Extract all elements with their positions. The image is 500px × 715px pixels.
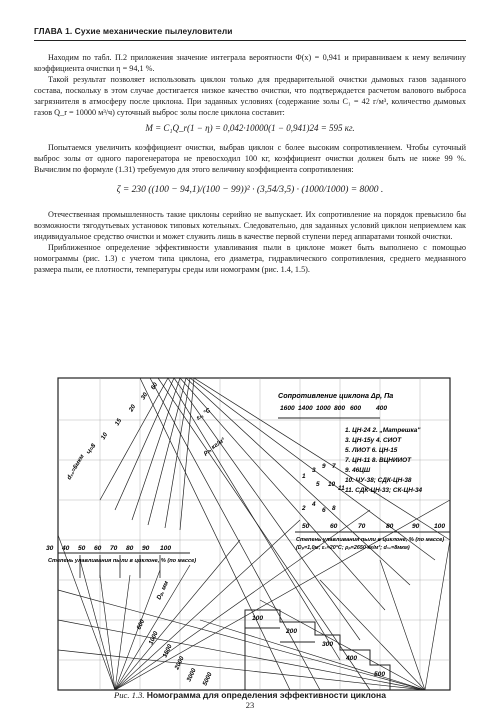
top-scale-1000: 1000	[316, 405, 331, 412]
legend-line-2: 3. ЦН-15у 4. СИОТ	[345, 437, 402, 444]
formula-resistance: ζ = 230 ((100 − 94,1)/(100 − 99))² · (3,54/3,5) · (1000/1000) = 8000 .	[116, 185, 384, 195]
diag-label-3000: 3000	[185, 667, 198, 683]
left-scale-label: Степень улавливания пыли в циклоне, % (по массе)	[48, 558, 197, 564]
legend-line-5: 9. 46ЦШ	[345, 467, 371, 474]
right-scale-80: 80	[386, 523, 394, 530]
paragraph-2: Такой результат позволяет использовать циклон только для предварительной очистки дымовых газов заданного состава, поскольку в этом случае достигается низкое качество очистки, что подтверждается расчетом валового выброса загрязнителя в атмосферу после циклона. При заданных условиях (содержание золы C₁ = 42 г/м³, количество дымовых газов Q_r = 10000 м³/ч) суточный выброс золы после циклона составит:	[34, 75, 466, 117]
legend-line-3: 5. ЛИОТ 6. ЦН-15	[345, 447, 398, 454]
top-scale-400: 400	[376, 405, 388, 412]
caption-text: Номограмма для определения эффективности циклона	[146, 690, 386, 700]
header-title: ГЛАВА 1. Сухие механические пылеуловители	[34, 26, 233, 36]
left-scale-90: 90	[142, 545, 150, 552]
legend-line-1: 1. ЦН-24 2. „Матрешка"	[345, 427, 421, 434]
diag-label-20: 20	[127, 403, 138, 413]
diag-label-temperature: εₓ, °C	[195, 406, 213, 422]
step-label-100: 100	[252, 615, 264, 622]
left-scale-40: 40	[62, 545, 70, 552]
right-scale-conditions: (Dₚ=1,0м; ε₀=20°C; ρₚ=2650 кг/м³; d₅₀=8мкм)	[296, 545, 410, 551]
diag-label-1500: 1500	[161, 643, 174, 659]
point-3: 3	[312, 467, 316, 474]
diag-label-5000: 5000	[201, 671, 214, 687]
diag-label-30: 30	[139, 391, 150, 401]
left-scale-30: 30	[46, 545, 54, 552]
left-scale-50: 50	[78, 545, 86, 552]
point-10: 10	[328, 481, 336, 488]
point-8: 8	[332, 505, 336, 512]
diag-label-diameter: Dₚ, мм	[155, 580, 171, 601]
diag-label-1000: 1000	[147, 630, 160, 646]
diag-label-600: 600	[135, 618, 147, 631]
point-11: 11	[338, 485, 345, 492]
caption-label: Рис. 1.3.	[113, 690, 145, 700]
page-number: 23	[245, 700, 255, 710]
step-label-300: 300	[322, 641, 334, 648]
point-6: 6	[322, 507, 326, 514]
paragraph-4: Отечественная промышленность такие циклоны серийно не выпускает. Их сопротивление на порядок превысило бы возможности тягодутьевых установок типовых котельных. Следовательно, для заданных условий циклон неприемлем как индивидуальное средство очистки и может служить лишь в качестве первой ступени перед аппаратами тонкой очистки.	[34, 210, 466, 241]
body-text	[34, 52, 466, 275]
step-label-400: 400	[346, 655, 358, 662]
legend-line-6: 10. ЧУ-38; СДК-ЦН-38	[345, 477, 412, 484]
running-header	[34, 26, 466, 41]
point-1: 1	[302, 473, 306, 480]
right-scale-70: 70	[358, 523, 366, 530]
top-scale-1600: 1600	[280, 405, 295, 412]
legend-line-4: 7. ЦН-11 8. ВЦНИИОТ	[345, 457, 411, 464]
left-scale-100: 100	[160, 545, 172, 552]
figure-title: Сопротивление циклона Δр, Па	[278, 391, 394, 400]
right-scale-label: Степень улавливания пыли в циклоне, % (по массе)	[296, 537, 445, 543]
top-scale-800: 800	[334, 405, 346, 412]
point-2: 2	[302, 505, 306, 512]
right-scale-50: 50	[302, 523, 310, 530]
top-scale-1400: 1400	[298, 405, 313, 412]
diag-label-15: 15	[113, 417, 124, 427]
nomogram-figure	[40, 360, 460, 692]
step-label-200: 200	[286, 628, 298, 635]
step-label-500: 500	[374, 671, 386, 678]
formula-emission: M = C₁Q_r(1 − η) = 0,042·10000(1 − 0,941)24 = 595 кг.	[145, 123, 355, 133]
point-4: 4	[312, 501, 316, 508]
paragraph-1: Находим по табл. П.2 приложения значение интеграла вероятности Φ(x) = 0,941 и приравниваем к нему величину коэффициента очистки η = 94,1 %.	[34, 53, 466, 73]
point-5: 5	[316, 481, 320, 488]
diag-label-8: Ч=8	[85, 442, 98, 456]
diag-label-10: 10	[99, 431, 110, 441]
point-9: 9	[322, 463, 326, 470]
paragraph-5: Приближенное определение эффективности улавливания пыли в циклоне может быть выполнено с помощью номограммы (рис. 1.3) с учетом типа циклона, его диаметра, гидравлического сопротивления, среднего медианного размера пыли, ее плотности, температуры среды или номограмм (рис. 1.4, 1.5).	[34, 243, 466, 274]
nomogram-svg	[40, 360, 460, 692]
top-scale-600: 600	[350, 405, 362, 412]
left-scale-70: 70	[110, 545, 118, 552]
legend-line-7: 11. СДК-ЦН-33; СК-ЦН-34	[345, 487, 423, 494]
diag-label-d50: d₅₀=6мкм	[65, 453, 86, 481]
right-scale-90: 90	[412, 523, 420, 530]
right-scale-60: 60	[330, 523, 338, 530]
left-scale-60: 60	[94, 545, 102, 552]
right-scale-100: 100	[434, 523, 446, 530]
diag-label-density: ρₚ, кг/м³	[202, 436, 227, 457]
paragraph-3: Попытаемся увеличить коэффициент очистки, выбрав циклон с более высоким сопротивлением. Чтобы суточный выброс золы от одного парогенератора не превосходил 100 кг, коэффициент очистки должен быть не ниже 99 %. Вычислим по формуле (1.31) требуемую для этого величину коэффициента сопротивления:	[34, 143, 466, 174]
figure-caption	[0, 690, 500, 700]
point-7: 7	[332, 463, 336, 470]
diag-label-2000: 2000	[173, 655, 186, 671]
diag-label-60: 60	[149, 381, 160, 391]
left-scale-80: 80	[126, 545, 134, 552]
